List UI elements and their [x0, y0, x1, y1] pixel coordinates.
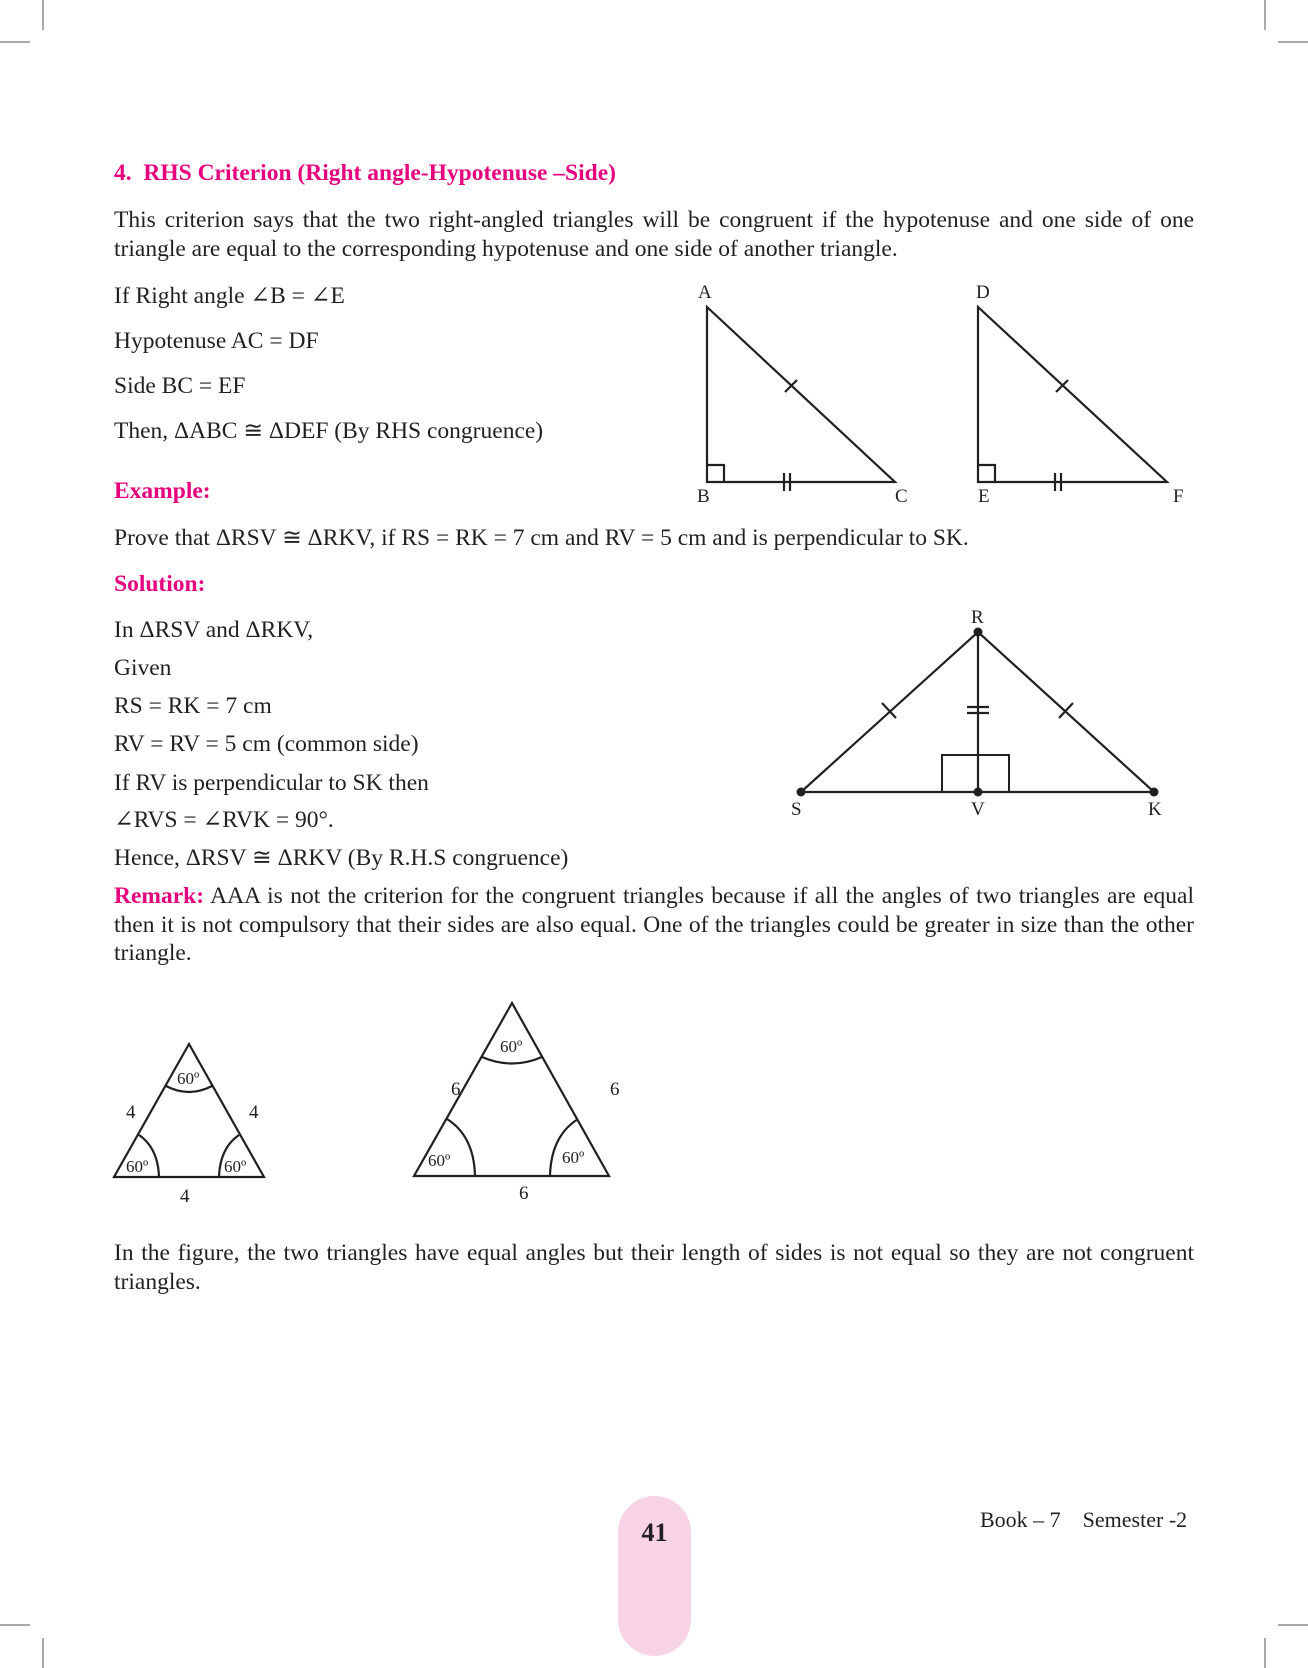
label-b: B [697, 486, 710, 507]
condition-line: If Right angle ∠B = ∠E [114, 283, 345, 309]
solution-line: ∠RVS = ∠RVK = 90°. [114, 807, 334, 833]
intro-paragraph: This criterion says that the two right-angled triangles will be congruent if the hypotenuse and one side of one triangle are equal to the corresponding hypotenuse and one side of another triangle. [114, 207, 1194, 262]
solution-label: Solution: [114, 571, 206, 597]
triangle-abc [707, 307, 895, 482]
label-a: A [698, 282, 712, 303]
section-heading: 4. RHS Criterion (Right angle-Hypotenuse –Side) [114, 160, 616, 186]
right-angle-mark-v [942, 755, 1009, 792]
angle-arc-large-top [482, 1057, 542, 1064]
solution-line: If RV is perpendicular to SK then [114, 770, 429, 796]
page-number: 41 [641, 1518, 668, 1547]
small-side-left: 4 [126, 1102, 136, 1123]
solution-line: In ΔRSV and ΔRKV, [114, 617, 314, 643]
label-d: D [976, 282, 990, 303]
label-f: F [1173, 486, 1184, 507]
example-label: Example: [114, 478, 211, 504]
small-angle-left: 60º [126, 1157, 149, 1176]
label-k: K [1148, 799, 1162, 820]
point-v [974, 788, 983, 797]
large-side-left: 6 [451, 1079, 461, 1100]
example-problem: Prove that ΔRSV ≅ ΔRKV, if RS = RK = 7 cm and RV = 5 cm and is perpendicular to SK. [114, 525, 969, 551]
point-s [797, 788, 806, 797]
book-info: Book – 7 Semester -2 [980, 1507, 1188, 1532]
small-angle-right: 60º [224, 1157, 247, 1176]
label-e: E [978, 486, 990, 507]
right-angle-mark-b [707, 465, 724, 482]
label-v: V [971, 799, 985, 820]
small-side-bottom: 4 [180, 1186, 190, 1207]
point-k [1150, 788, 1159, 797]
large-angle-right: 60º [562, 1148, 585, 1167]
large-side-right: 6 [610, 1079, 620, 1100]
remark-text: AAA is not the criterion for the congruent triangles because if all the angles of two triangles are equal then it is not compulsory that their sides are also equal. One of the triangles could be greater in size than the other triangle. [114, 883, 1194, 966]
solution-line: RV = RV = 5 cm (common side) [114, 731, 419, 757]
condition-line: Then, ΔABC ≅ ΔDEF (By RHS congruence) [114, 418, 544, 444]
point-r [974, 628, 983, 637]
small-angle-top: 60º [177, 1069, 200, 1088]
label-c: C [895, 486, 908, 507]
small-side-right: 4 [249, 1102, 259, 1123]
large-angle-top: 60º [500, 1037, 523, 1056]
condition-line: Side BC = EF [114, 373, 246, 399]
solution-line: Hence, ΔRSV ≅ ΔRKV (By R.H.S congruence) [114, 845, 569, 871]
solution-line: RS = RK = 7 cm [114, 693, 272, 719]
angle-arc-large-left [447, 1119, 475, 1176]
triangle-def [978, 307, 1167, 482]
conclusion-paragraph: In the figure, the two triangles have equal angles but their length of sides is not equal so they are not congruent triangles. [114, 1240, 1194, 1295]
large-side-bottom: 6 [519, 1183, 529, 1204]
large-angle-left: 60º [428, 1151, 451, 1170]
label-s: S [791, 799, 802, 820]
label-r: R [971, 607, 984, 628]
right-angle-mark-e [978, 465, 995, 482]
condition-line: Hypotenuse AC = DF [114, 328, 319, 354]
solution-line: Given [114, 655, 172, 681]
remark-label: Remark: [114, 883, 205, 909]
